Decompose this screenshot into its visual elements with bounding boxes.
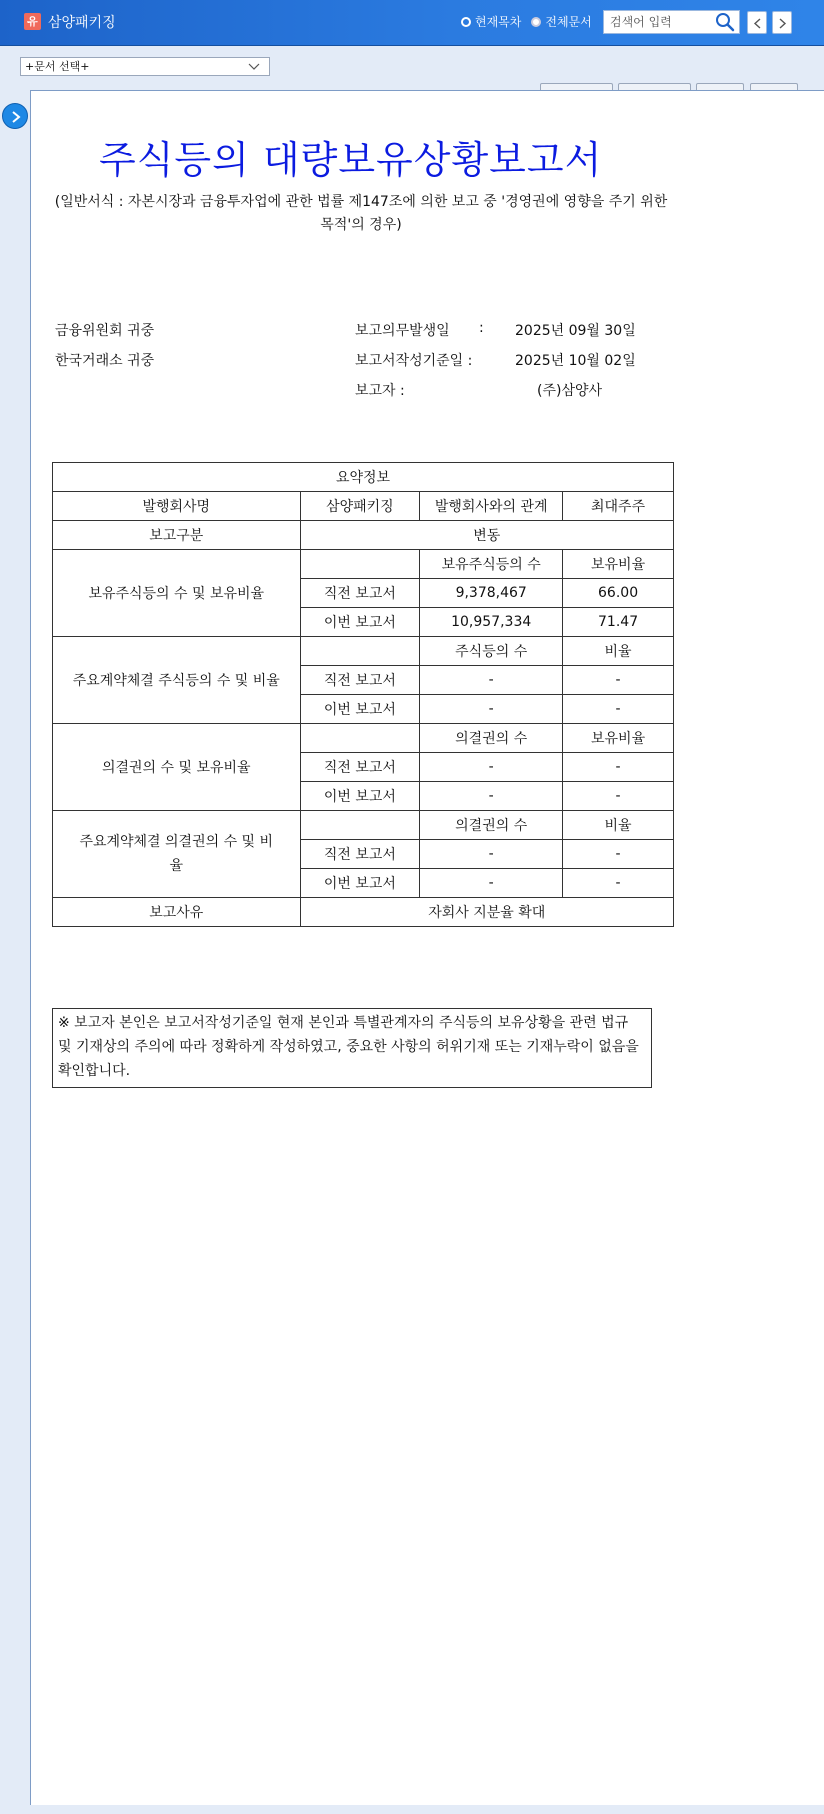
reporter-label: 보고자 :	[355, 383, 405, 399]
radio-all-docs[interactable]	[531, 17, 541, 27]
prev-report-value-a: 9,378,467	[420, 579, 563, 608]
report-type-value: 변동	[300, 521, 673, 550]
radio-current-toc-label[interactable]: 현재목차	[475, 15, 522, 29]
empty-cell	[300, 637, 420, 666]
section-col-b-header: 비율	[563, 811, 674, 840]
curr-report-value-b: 71.47	[563, 608, 674, 637]
search-box	[603, 10, 740, 34]
prev-report-value-a: -	[420, 666, 563, 695]
section-col-a-header: 주식등의 수	[420, 637, 563, 666]
report-type-label: 보고구분	[53, 521, 301, 550]
curr-report-value-b: -	[563, 695, 674, 724]
prev-report-value-b: -	[563, 840, 674, 869]
table-row	[53, 811, 674, 840]
prev-report-label: 직전 보고서	[300, 753, 420, 782]
prev-report-label: 직전 보고서	[300, 579, 420, 608]
document-viewer	[30, 90, 824, 1805]
search-icon	[715, 12, 735, 32]
prev-report-value-a: -	[420, 840, 563, 869]
section-label: 보유주식등의 수 및 보유비율	[53, 550, 301, 637]
section-col-a-header: 보유주식등의 수	[420, 550, 563, 579]
sidebar-expand-icon	[11, 111, 21, 123]
section-col-a-header: 의결권의 수	[420, 811, 563, 840]
reporter-value: (주)삼양사	[537, 383, 603, 399]
table-row	[53, 637, 674, 666]
prev-report-label: 직전 보고서	[300, 840, 420, 869]
chevron-left-icon	[753, 18, 762, 29]
curr-report-value-b: -	[563, 782, 674, 811]
search-button[interactable]	[715, 12, 737, 32]
prev-report-value-b: -	[563, 666, 674, 695]
relation-label: 발행회사와의 관계	[420, 492, 563, 521]
company-logo-icon: 유	[24, 13, 41, 30]
curr-report-value-a: 10,957,334	[420, 608, 563, 637]
section-col-b-header: 보유비율	[563, 550, 674, 579]
section-col-b-header: 비율	[563, 637, 674, 666]
empty-cell	[300, 550, 420, 579]
table-row	[53, 492, 674, 521]
curr-report-value-b: -	[563, 869, 674, 898]
section-col-a-header: 의결권의 수	[420, 724, 563, 753]
radio-current-toc[interactable]	[461, 17, 471, 27]
sidebar-toggle-button[interactable]	[2, 103, 28, 129]
relation-value: 최대주주	[563, 492, 674, 521]
empty-cell	[300, 724, 420, 753]
document-subtitle: (일반서식 : 자본시장과 금융투자업에 관한 법률 제147조에 의한 보고 중 '경영권에 영향을 주기 위한 목적'의 경우)	[54, 194, 668, 233]
section-label: 주요계약체결 주식등의 수 및 비율	[53, 637, 301, 724]
table-row	[53, 898, 674, 927]
duty-date-label: 보고의무발생일	[355, 323, 450, 339]
confirmation-note: ※ 보고자 본인은 보고서작성기준일 현재 본인과 특별관계자의 주식등의 보유상황을 관련 법규 및 기재상의 주의에 따라 정확하게 작성하였고, 중요한 사항의 허위기재 또는 기재누락이 없음을 확인합니다.	[52, 1008, 652, 1088]
curr-report-label: 이번 보고서	[300, 695, 420, 724]
empty-cell	[300, 811, 420, 840]
prev-report-value-b: -	[563, 753, 674, 782]
base-date-value: 2025년 10월 02일	[515, 353, 636, 369]
issuer-value: 삼양패키징	[300, 492, 420, 521]
top-bar	[0, 0, 824, 46]
chevron-down-icon	[248, 63, 260, 70]
table-row	[53, 724, 674, 753]
table-row	[53, 550, 674, 579]
table-row	[53, 463, 674, 492]
prev-result-button[interactable]	[747, 11, 767, 34]
document-select[interactable]	[20, 57, 270, 76]
curr-report-value-a: -	[420, 695, 563, 724]
prev-report-label: 직전 보고서	[300, 666, 420, 695]
search-input[interactable]	[610, 12, 715, 32]
reason-label: 보고사유	[53, 898, 301, 927]
section-col-b-header: 보유비율	[563, 724, 674, 753]
document-title: 주식등의 대량보유상황보고서	[99, 138, 603, 182]
curr-report-label: 이번 보고서	[300, 782, 420, 811]
recipient-krx: 한국거래소 귀중	[55, 353, 155, 369]
table-row	[53, 521, 674, 550]
summary-table	[52, 462, 674, 927]
curr-report-value-a: -	[420, 869, 563, 898]
base-date-label: 보고서작성기준일 :	[355, 353, 473, 369]
radio-all-docs-label[interactable]: 전체문서	[545, 15, 592, 29]
curr-report-value-a: -	[420, 782, 563, 811]
company-name[interactable]: 삼양패키징	[48, 15, 116, 31]
curr-report-label: 이번 보고서	[300, 869, 420, 898]
section-label: 의결권의 수 및 보유비율	[53, 724, 301, 811]
prev-report-value-b: 66.00	[563, 579, 674, 608]
issuer-label: 발행회사명	[53, 492, 301, 521]
curr-report-label: 이번 보고서	[300, 608, 420, 637]
prev-report-value-a: -	[420, 753, 563, 782]
chevron-right-icon	[778, 18, 787, 29]
section-label: 주요계약체결 의결권의 수 및 비율	[53, 811, 301, 898]
document-select-value: +문서 선택+	[25, 60, 90, 73]
recipient-fsc: 금융위원회 귀중	[55, 323, 155, 339]
reason-value: 자회사 지분율 확대	[300, 898, 673, 927]
summary-caption: 요약정보	[53, 463, 674, 492]
search-scope-group	[461, 13, 602, 30]
next-result-button[interactable]	[772, 11, 792, 34]
duty-date-value: 2025년 09월 30일	[515, 323, 636, 339]
duty-date-separator: :	[479, 320, 484, 336]
